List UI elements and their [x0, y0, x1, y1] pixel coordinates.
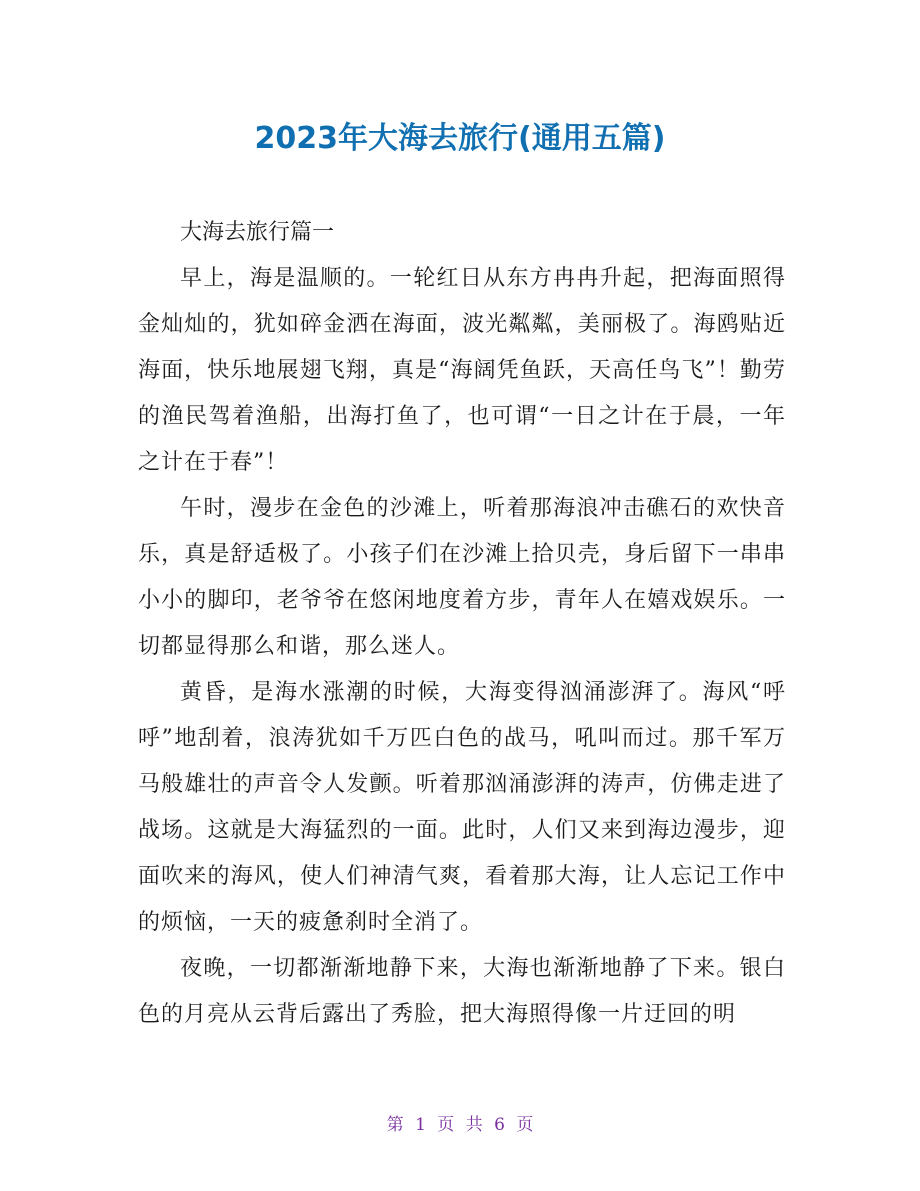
document-body: [138, 210, 786, 1038]
paragraph-night: 夜晚，一切都渐渐地静下来，大海也渐渐地静了下来。银白色的月亮从云背后露出了秀脸，把大海照得像一片迂回的明: [138, 956, 786, 1027]
document-title: 2023年大海去旅行(通用五篇): [254, 121, 666, 156]
paragraph-morning: 早上，海是温顺的。一轮红日从东方冉冉升起，把海面照得金灿灿的，犹如碎金洒在海面，波光粼粼，美丽极了。海鸥贴近海面，快乐地展翅飞翔，真是“海阔凭鱼跃，天高任鸟飞”！勤劳的渔民驾着渔船，出海打鱼了，也可谓“一日之计在于晨，一年之计在于春”！: [138, 266, 786, 475]
paragraph-noon: 午时，漫步在金色的沙滩上，听着那海浪冲击礁石的欢快音乐，真是舒适极了。小孩子们在沙滩上拾贝壳，身后留下一串串小小的脚印，老爷爷在悠闲地度着方步，青年人在嬉戏娱乐。一切都显得那么和谐，那么迷人。: [138, 496, 786, 659]
paragraph-dusk: 黄昏，是海水涨潮的时候，大海变得汹涌澎湃了。海风“呼呼”地刮着，浪涛犹如千万匹白色的战马，吼叫而过。那千军万马般雄壮的声音令人发颤。听着那汹涌澎湃的涛声，仿佛走进了战场。这就是大海猛烈的一面。此时，人们又来到海边漫步，迎面吹来的海风，使人们神清气爽，看着那大海，让人忘记工作中的烦恼，一天的疲惫刹时全消了。: [138, 680, 786, 935]
section-heading: 大海去旅行篇一: [180, 220, 335, 245]
page-number-footer: 第 1 页 共 6 页: [386, 1115, 534, 1135]
